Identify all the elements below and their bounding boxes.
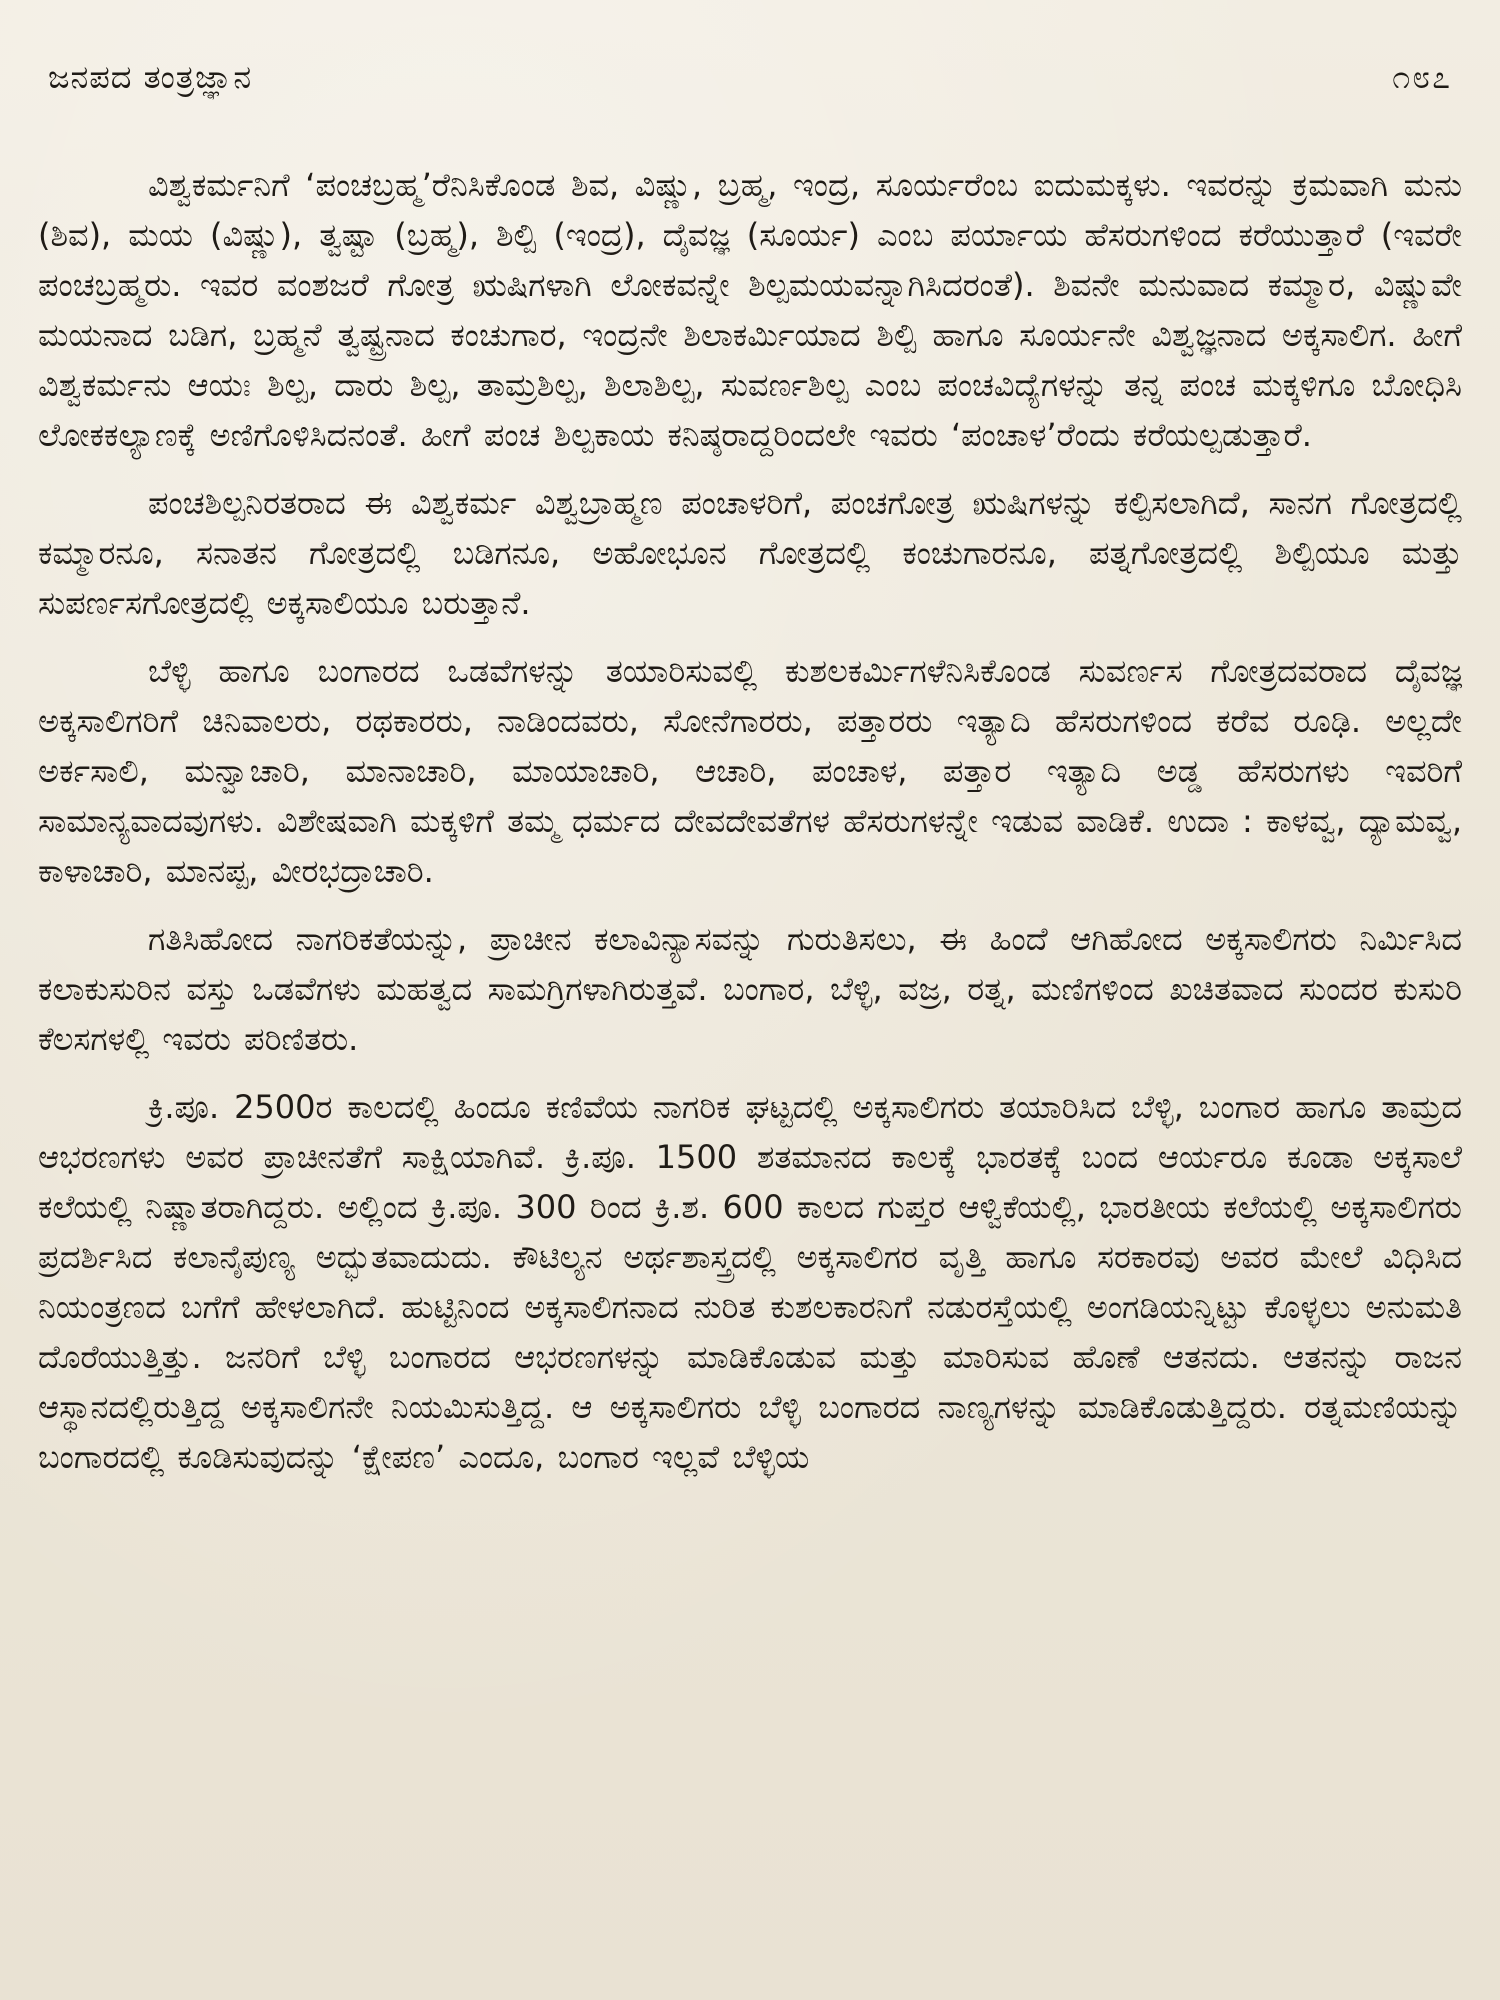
paragraph-5: ಕ್ರಿ.ಪೂ. 2500ರ ಕಾಲದಲ್ಲಿ ಹಿಂದೂ ಕಣಿವೆಯ ನಾಗರಿಕ ಘಟ್ಟದಲ್ಲಿ ಅಕ್ಕಸಾಲಿಗರು ತಯಾರಿಸಿದ ಬೆಳ್ಳಿ, ಬಂಗಾರ ಹಾಗೂ ತಾಮ್ರದ ಆಭರಣಗಳು ಅವರ ಪ್ರಾಚೀನತೆಗೆ ಸಾಕ್ಷಿಯಾಗಿವೆ. ಕ್ರಿ.ಪೂ. 1500 ಶತಮಾನದ ಕಾಲಕ್ಕೆ ಭಾರತಕ್ಕೆ ಬಂದ ಆರ್ಯರೂ ಕೂಡಾ ಅಕ್ಕಸಾಲೆ ಕಲೆಯಲ್ಲಿ ನಿಷ್ಣಾತರಾಗಿದ್ದರು. ಅಲ್ಲಿಂದ ಕ್ರಿ.ಪೂ. 300 ರಿಂದ ಕ್ರಿ.ಶ. 600 ಕಾಲದ ಗುಪ್ತರ ಆಳ್ವಿಕೆಯಲ್ಲಿ, ಭಾರತೀಯ ಕಲೆಯಲ್ಲಿ ಅಕ್ಕಸಾಲಿಗರು ಪ್ರದರ್ಶಿಸಿದ ಕಲಾನೈಪುಣ್ಯ ಅದ್ಭುತವಾದುದು. ಕೌಟಿಲ್ಯನ ಅರ್ಥಶಾಸ್ತ್ರದಲ್ಲಿ ಅಕ್ಕಸಾಲಿಗರ ವೃತ್ತಿ ಹಾಗೂ ಸರಕಾರವು ಅವರ ಮೇಲೆ ವಿಧಿಸಿದ ನಿಯಂತ್ರಣದ ಬಗೆಗೆ ಹೇಳಲಾಗಿದೆ. ಹುಟ್ಟಿನಿಂದ ಅಕ್ಕಸಾಲಿಗನಾದ ನುರಿತ ಕುಶಲಕಾರನಿಗೆ ನಡುರಸ್ತೆಯಲ್ಲಿ ಅಂಗಡಿಯನ್ನಿಟ್ಟು ಕೊಳ್ಳಲು ಅನುಮತಿ ದೊರೆಯುತ್ತಿತ್ತು. ಜನರಿಗೆ ಬೆಳ್ಳಿ ಬಂಗಾರದ ಆಭರಣಗಳನ್ನು ಮಾಡಿಕೊಡುವ ಮತ್ತು ಮಾರಿಸುವ ಹೊಣೆ ಆತನದು. ಆತನನ್ನು ರಾಜನ ಆಸ್ಥಾನದಲ್ಲಿರುತ್ತಿದ್ದ ಅಕ್ಕಸಾಲಿಗನೇ ನಿಯಮಿಸುತ್ತಿದ್ದ. ಆ ಅಕ್ಕಸಾಲಿಗರು ಬೆಳ್ಳಿ ಬಂಗಾರದ ನಾಣ್ಯಗಳನ್ನು ಮಾಡಿಕೊಡುತ್ತಿದ್ದರು. ರತ್ನಮಣಿಯನ್ನು ಬಂಗಾರದಲ್ಲಿ ಕೂಡಿಸುವುದನ್ನು ‘ಕ್ಷೇಪಣ’ ಎಂದೂ, ಬಂಗಾರ ಇಲ್ಲವೆ ಬೆಳ್ಳಿಯ bbox=[38, 1088, 1462, 1476]
page-number: ೧೮೭ bbox=[1392, 58, 1452, 96]
running-head: ಜನಪದ ತಂತ್ರಜ್ಞಾನ bbox=[48, 58, 253, 96]
paragraph-4: ಗತಿಸಿಹೋದ ನಾಗರಿಕತೆಯನ್ನು, ಪ್ರಾಚೀನ ಕಲಾವಿನ್ಯಾಸವನ್ನು ಗುರುತಿಸಲು, ಈ ಹಿಂದೆ ಆಗಿಹೋದ ಅಕ್ಕಸಾಲಿಗರು ನಿರ್ಮಿಸಿದ ಕಲಾಕುಸುರಿನ ವಸ್ತು ಒಡವೆಗಳು ಮಹತ್ವದ ಸಾಮಗ್ರಿಗಳಾಗಿರುತ್ತವೆ. ಬಂಗಾರ, ಬೆಳ್ಳಿ, ವಜ್ರ, ರತ್ನ, ಮಣಿಗಳಿಂದ ಖಚಿತವಾದ ಸುಂದರ ಕುಸುರಿ ಕೆಲಸಗಳಲ್ಲಿ ಇವರು ಪರಿಣಿತರು. bbox=[38, 920, 1462, 1058]
paragraph-1: ವಿಶ್ವಕರ್ಮನಿಗೆ ‘ಪಂಚಬ್ರಹ್ಮ’ರೆನಿಸಿಕೊಂಡ ಶಿವ, ವಿಷ್ಣು, ಬ್ರಹ್ಮ, ಇಂದ್ರ, ಸೂರ್ಯರೆಂಬ ಐದುಮಕ್ಕಳು. ಇವರನ್ನು ಕ್ರಮವಾಗಿ ಮನು (ಶಿವ), ಮಯ (ವಿಷ್ಣು), ತ್ವಷ್ಟಾ (ಬ್ರಹ್ಮ), ಶಿಲ್ಪಿ (ಇಂದ್ರ), ದೈವಜ್ಞ (ಸೂರ್ಯ) ಎಂಬ ಪರ್ಯಾಯ ಹೆಸರುಗಳಿಂದ ಕರೆಯುತ್ತಾರೆ (ಇವರೇ ಪಂಚಬ್ರಹ್ಮರು. ಇವರ ವಂಶಜರೆ ಗೋತ್ರ ಋಷಿಗಳಾಗಿ ಲೋಕವನ್ನೇ ಶಿಲ್ಪಮಯವನ್ನಾಗಿಸಿದರಂತೆ). ಶಿವನೇ ಮನುವಾದ ಕಮ್ಮಾರ, ವಿಷ್ಣುವೇ ಮಯನಾದ ಬಡಿಗ, ಬ್ರಹ್ಮನೆ ತ್ವಷ್ಟ್ರನಾದ ಕಂಚುಗಾರ, ಇಂದ್ರನೇ ಶಿಲಾಕರ್ಮಿಯಾದ ಶಿಲ್ಪಿ ಹಾಗೂ ಸೂರ್ಯನೇ ವಿಶ್ವಜ್ಞನಾದ ಅಕ್ಕಸಾಲಿಗ. ಹೀಗೆ ವಿಶ್ವಕರ್ಮನು ಆಯಃ ಶಿಲ್ಪ, ದಾರು ಶಿಲ್ಪ, ತಾಮ್ರಶಿಲ್ಪ, ಶಿಲಾಶಿಲ್ಪ, ಸುವರ್ಣಶಿಲ್ಪ ಎಂಬ ಪಂಚವಿದ್ಯೆಗಳನ್ನು ತನ್ನ ಪಂಚ ಮಕ್ಕಳಿಗೂ ಬೋಧಿಸಿ ಲೋಕಕಲ್ಯಾಣಕ್ಕೆ ಅಣಿಗೊಳಿಸಿದನಂತೆ. ಹೀಗೆ ಪಂಚ ಶಿಲ್ಪಕಾಯ ಕನಿಷ್ಠರಾದ್ದರಿಂದಲೇ ಇವರು ‘ಪಂಚಾಳ’ರೆಂದು ಕರೆಯಲ್ಪಡುತ್ತಾರೆ. bbox=[38, 166, 1462, 454]
page-header bbox=[48, 58, 1452, 108]
body-text bbox=[38, 160, 1462, 1482]
paragraph-2: ಪಂಚಶಿಲ್ಪನಿರತರಾದ ಈ ವಿಶ್ವಕರ್ಮ ವಿಶ್ವಬ್ರಾಹ್ಮಣ ಪಂಚಾಳರಿಗೆ, ಪಂಚಗೋತ್ರ ಋಷಿಗಳನ್ನು ಕಲ್ಪಿಸಲಾಗಿದೆ, ಸಾನಗ ಗೋತ್ರದಲ್ಲಿ ಕಮ್ಮಾರನೂ, ಸನಾತನ ಗೋತ್ರದಲ್ಲಿ ಬಡಿಗನೂ, ಅಹೋಭೂನ ಗೋತ್ರದಲ್ಲಿ ಕಂಚುಗಾರನೂ, ಪತ್ನಗೋತ್ರದಲ್ಲಿ ಶಿಲ್ಪಿಯೂ ಮತ್ತು ಸುಪರ್ಣಸಗೋತ್ರದಲ್ಲಿ ಅಕ್ಕಸಾಲಿಯೂ ಬರುತ್ತಾನೆ. bbox=[38, 484, 1462, 622]
paragraph-3: ಬೆಳ್ಳಿ ಹಾಗೂ ಬಂಗಾರದ ಒಡವೆಗಳನ್ನು ತಯಾರಿಸುವಲ್ಲಿ ಕುಶಲಕರ್ಮಿಗಳೆನಿಸಿಕೊಂಡ ಸುವರ್ಣಸ ಗೋತ್ರದವರಾದ ದೈವಜ್ಞ ಅಕ್ಕಸಾಲಿಗರಿಗೆ ಚಿನಿವಾಲರು, ರಥಕಾರರು, ನಾಡಿಂದವರು, ಸೋನೆಗಾರರು, ಪತ್ತಾರರು ಇತ್ಯಾದಿ ಹೆಸರುಗಳಿಂದ ಕರೆವ ರೂಢಿ. ಅಲ್ಲದೇ ಅರ್ಕಸಾಲಿ, ಮನ್ವಾಚಾರಿ, ಮಾನಾಚಾರಿ, ಮಾಯಾಚಾರಿ, ಆಚಾರಿ, ಪಂಚಾಳ, ಪತ್ತಾರ ಇತ್ಯಾದಿ ಅಡ್ಡ ಹೆಸರುಗಳು ಇವರಿಗೆ ಸಾಮಾನ್ಯವಾದವುಗಳು. ವಿಶೇಷವಾಗಿ ಮಕ್ಕಳಿಗೆ ತಮ್ಮ ಧರ್ಮದ ದೇವದೇವತೆಗಳ ಹೆಸರುಗಳನ್ನೇ ಇಡುವ ವಾಡಿಕೆ. ಉದಾ : ಕಾಳವ್ವ, ದ್ಯಾಮವ್ವ, ಕಾಳಾಚಾರಿ, ಮಾನಪ್ಪ, ವೀರಭದ್ರಾಚಾರಿ. bbox=[38, 652, 1462, 890]
